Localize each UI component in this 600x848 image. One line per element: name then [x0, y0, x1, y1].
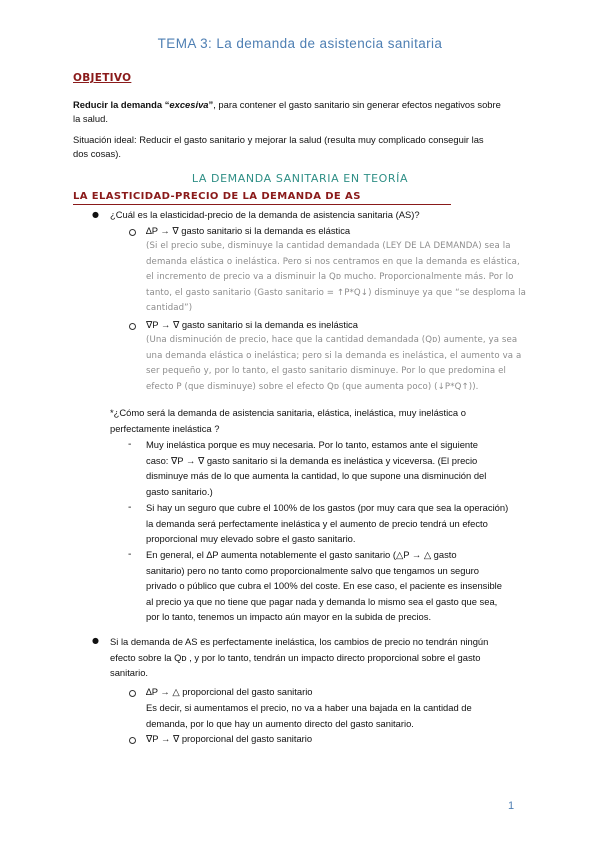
q3-item2-label: ∇P → ∇ proporcional del gasto sanitario — [146, 733, 313, 744]
page-title: TEMA 3: La demanda de asistencia sanitaria — [157, 36, 443, 51]
circle-bullet-icon — [129, 323, 136, 330]
ideal-paragraph: Situación ideal: Reducir el gasto sanitario y mejorar la salud (resulta muy complicado conseguir las dos cosas). — [73, 134, 484, 159]
circle-bullet-icon — [129, 690, 136, 697]
objetivo-paragraph — [73, 98, 533, 126]
objetivo-line2: la salud. — [73, 113, 108, 124]
section-heading: LA DEMANDA SANITARIA EN TEORÍA — [191, 172, 409, 185]
q1-question: ¿Cuál es la elasticidad-precio de la demanda de asistencia sanitaria (AS)? — [110, 209, 420, 220]
circle-bullet-icon — [129, 737, 136, 744]
q2-dash-item: En general, el ∆P aumenta notablemente el gasto sanitario (△P → △ gasto sanitario) pero no tanto como proporcionalmente salvo que tengamos un seguro privado o público que cubra el 100% del coste. En ese caso, el paciente es insensible al precio ya que no tiene que pagar nada y demanda lo mismo sea el gasto que sea, por lo tanto, tenemos un impacto aún mayor en la subida de precios. — [146, 549, 502, 623]
q2-dash-item: Si hay un seguro que cubre el 100% de los gastos (por muy cara que sea la operación) la demanda será perfectamente inelástica y el aumento de precio tendrá un efecto proporcional muy elevado sobre el gasto sanitario. — [146, 502, 509, 545]
q2-dash-item: Muy inelástica porque es muy necesaria. Por lo tanto, estamos ante el siguiente caso: ∇P → ∇ gasto sanitario si la demanda es inelástica y viceversa. (El precio disminuye más de lo que aumenta la cantidad, lo que supone una disminución del gasto sanitario.) — [146, 439, 487, 497]
dash-bullet-icon: - — [128, 549, 132, 560]
q3-item1-label: ∆P → △ proporcional del gasto sanitario — [146, 686, 313, 697]
objetivo-line1: Reducir la demanda “excesiva”, para contener el gasto sanitario sin generar efectos negativos sobre — [73, 99, 501, 110]
bullet-icon: ● — [92, 636, 99, 645]
subsection-underline — [73, 204, 451, 205]
objetivo-heading: OBJETIVO — [73, 72, 132, 84]
q2-question: *¿Cómo será la demanda de asistencia sanitaria, elástica, inelástica, muy inelástica o perfectamente inelástica ? — [110, 407, 466, 434]
circle-bullet-icon — [129, 229, 136, 236]
q1-item2-text: (Una disminución de precio, hace que la cantidad demandada (Qᴅ) aumente, ya sea una demanda elástica o inelástica; pero si la demanda es inelástica, el aumento va a ser pequeño y, por lo tanto, el gasto sanitario disminuye. Por lo que predomina el efecto P (que disminuye) sobre el efecto Qᴅ (que aumenta poco) (↓P*Q↑)). — [146, 335, 522, 392]
q3-item1-text: Es decir, si aumentamos el precio, no va a haber una bajada en la cantidad de demanda, por lo que hay un aumento directo del gasto sanitario. — [146, 702, 472, 729]
subsection-heading: LA ELASTICIDAD-PRECIO DE LA DEMANDA DE AS — [73, 191, 361, 202]
bullet-icon: ● — [92, 210, 99, 219]
q1-item1-text: (Si el precio sube, disminuye la cantidad demandada (LEY DE LA DEMANDA) sea la demanda elástica o inelástica. Pero si nos centramos en que la demanda es elástica, el incremento de precio va a disminuir la Qᴅ mucho. Proporcionalmente más. Por lo tanto, el gasto sanitario (Gasto sanitario = ↑P*Q↓) disminuye ya que “se desploma la cantidad”) — [146, 241, 526, 314]
q1-item2-label: ∇P → ∇ gasto sanitario si la demanda es inelástica — [146, 319, 358, 330]
page-number: 1 — [508, 800, 515, 812]
q1-item1-label: ∆P → ∇ gasto sanitario si la demanda es elástica — [146, 225, 351, 236]
dash-bullet-icon: - — [128, 439, 132, 450]
q3-paragraph: Si la demanda de AS es perfectamente inelástica, los cambios de precio no tendrán ningún efecto sobre la Qᴅ , y por lo tanto, tendrán un impacto directo proporcional sobre el gasto sanitario. — [110, 636, 489, 679]
dash-bullet-icon: - — [128, 502, 132, 513]
